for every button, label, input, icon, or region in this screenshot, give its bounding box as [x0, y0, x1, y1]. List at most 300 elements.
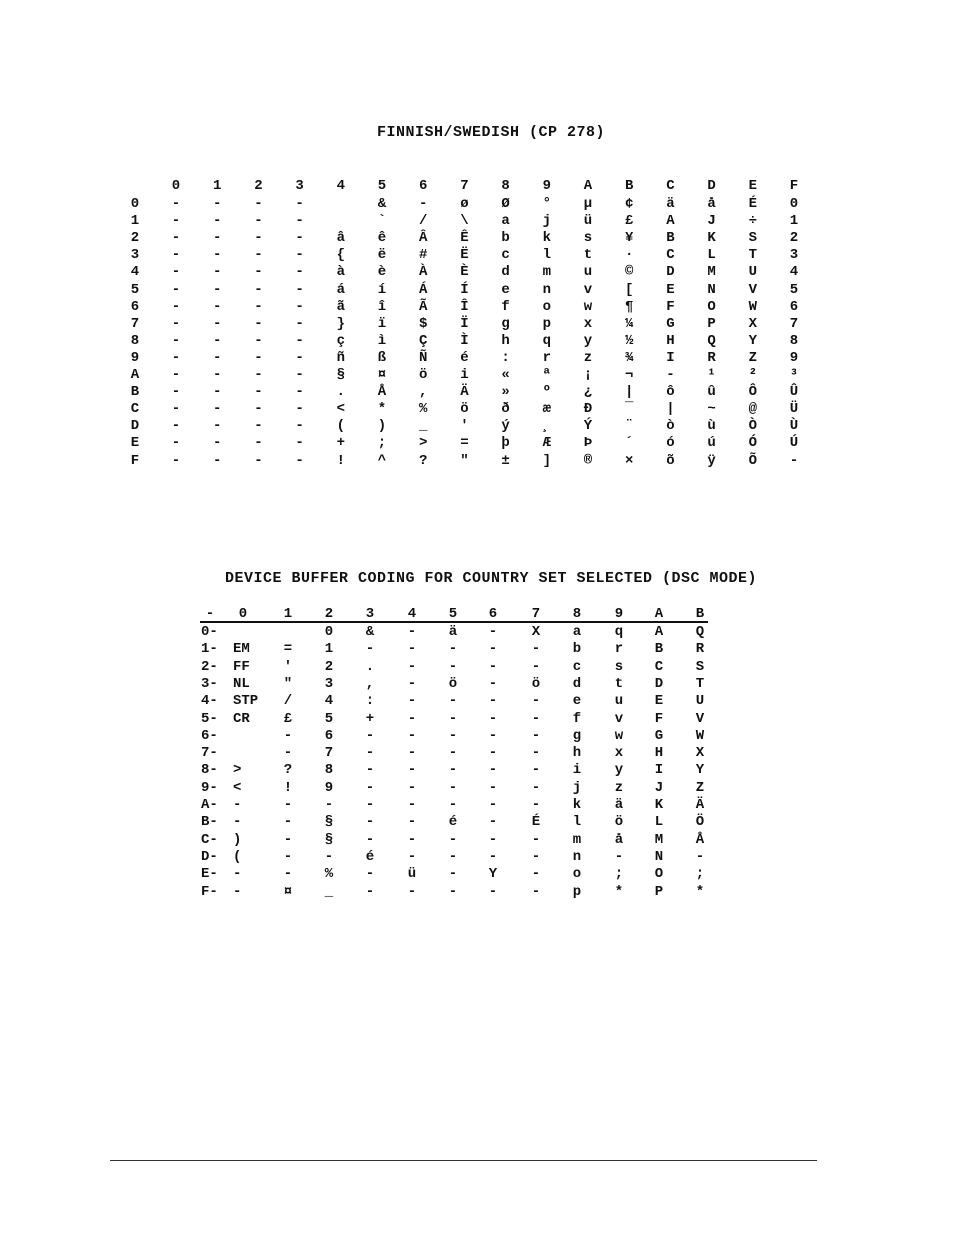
table-cell: - — [488, 848, 498, 865]
table-cell: - — [448, 710, 458, 727]
table-cell: c — [572, 658, 582, 675]
table-cell: Ï — [460, 315, 469, 332]
table-cell: - — [295, 349, 304, 366]
table-cell: º — [542, 384, 551, 401]
table-cell: ç — [336, 332, 345, 349]
table-cell: - — [283, 848, 293, 865]
table-cell: - — [448, 762, 458, 779]
table-cell: ò — [666, 418, 675, 435]
table-cell: = — [283, 641, 293, 658]
table-cell: - — [295, 384, 304, 401]
table-cell: - — [212, 213, 222, 230]
table-cell: J — [707, 213, 716, 230]
table-cell: - — [283, 745, 293, 762]
table-cell: - — [407, 797, 417, 813]
table-cell: - — [324, 797, 334, 813]
table-cell: - — [254, 230, 263, 247]
table-cell: 8 — [789, 332, 799, 349]
table-cell: ^ — [377, 452, 387, 469]
table-cell: - — [407, 762, 417, 779]
table-cell: - — [171, 281, 181, 298]
column-header: 4 — [336, 178, 345, 194]
table-cell: - — [212, 281, 222, 298]
table-cell: þ — [501, 435, 510, 452]
table-cell: - — [254, 418, 263, 435]
table-cell: b — [572, 641, 582, 658]
column-header: 8 — [572, 606, 582, 622]
column-header: E — [748, 178, 757, 194]
table-cell: 6 — [789, 298, 799, 315]
column-header: 4 — [407, 606, 417, 622]
table-cell: 2 — [789, 230, 799, 247]
table-cell: X — [531, 624, 541, 640]
row-header: 7 — [130, 315, 140, 332]
table-cell: z — [583, 349, 593, 366]
table-cell: - — [407, 710, 417, 727]
table-cell: - — [531, 641, 541, 658]
table-cell: - — [254, 332, 263, 349]
table-cell: - — [488, 831, 498, 848]
table-cell: - — [448, 831, 458, 848]
table-cell: f — [501, 298, 510, 315]
table-cell: - — [254, 452, 263, 469]
table-cell: % — [418, 401, 428, 418]
table-cell: / — [283, 693, 293, 710]
table-cell: < — [233, 779, 242, 796]
table-cell: - — [212, 196, 222, 212]
table-cell: C — [666, 247, 675, 264]
table-cell: ; — [377, 435, 387, 452]
table-cell: FF — [233, 658, 250, 675]
table-cell: - — [171, 230, 181, 247]
table-cell: - — [254, 298, 263, 315]
row-header: 3 — [130, 247, 140, 264]
table-cell: , — [418, 384, 428, 401]
table-cell: 5 — [789, 281, 799, 298]
table-cell: ( — [233, 848, 242, 865]
table-cell: Z — [695, 779, 705, 796]
table-cell: Ç — [418, 332, 428, 349]
table-cell: - — [283, 831, 293, 848]
table-cell: 9 — [789, 349, 799, 366]
table-cell: - — [295, 196, 304, 212]
table-cell: ñ — [336, 349, 345, 366]
table-cell: - — [254, 247, 263, 264]
table-cell: - — [295, 230, 304, 247]
table-cell: 7 — [324, 745, 334, 762]
row-header: 8- — [201, 762, 218, 779]
table-cell: N — [654, 848, 664, 865]
table-cell: t — [583, 247, 593, 264]
table-cell: - — [233, 866, 242, 883]
table-cell: r — [542, 349, 551, 366]
row-header: 0- — [201, 624, 218, 640]
table-cell: B — [666, 230, 675, 247]
row-header: D- — [201, 848, 218, 865]
table-cell: j — [572, 779, 582, 796]
table-cell: ä — [614, 797, 624, 813]
table-cell: - — [407, 624, 417, 640]
table-cell: + — [336, 435, 345, 452]
table-cell: - — [171, 264, 181, 281]
table-cell: ( — [336, 418, 345, 435]
table-cell: M — [654, 831, 664, 848]
table-cell: - — [531, 883, 541, 900]
table-cell: ê — [377, 230, 387, 247]
row-header: E- — [201, 866, 218, 883]
table-cell: Ú — [789, 435, 799, 452]
table-cell: ~ — [707, 401, 716, 418]
table-cell: D — [654, 675, 664, 692]
table-cell: É — [748, 196, 757, 212]
table-cell: ¾ — [624, 349, 634, 366]
column-header: B — [695, 606, 705, 622]
table-cell: - — [365, 797, 375, 813]
table-cell: - — [407, 814, 417, 831]
table-cell: ð — [501, 401, 510, 418]
column-header: 7 — [531, 606, 541, 622]
table-cell: _ — [324, 883, 334, 900]
table-cell: î — [377, 298, 387, 315]
table-cell: Q — [707, 332, 716, 349]
table-cell: ; — [614, 866, 624, 883]
table-cell: - — [448, 797, 458, 813]
row-header: 2 — [130, 230, 140, 247]
table-cell: " — [283, 675, 293, 692]
table-cell: ö — [448, 675, 458, 692]
table-cell: g — [572, 727, 582, 744]
table-cell: - — [418, 196, 428, 212]
table-cell: - — [531, 745, 541, 762]
table-cell: o — [572, 866, 582, 883]
table-cell: ² — [748, 367, 757, 383]
table-cell: ! — [283, 779, 293, 796]
table-cell: N — [707, 281, 716, 298]
table-cell: K — [707, 230, 716, 247]
table-cell: A — [654, 624, 664, 640]
column-header: 2 — [254, 178, 263, 194]
table-cell: U — [748, 264, 757, 281]
table-cell: U — [695, 693, 705, 710]
table-cell: NL — [233, 675, 250, 692]
table-cell: Õ — [748, 452, 757, 469]
table-cell: - — [407, 693, 417, 710]
table-cell: P — [707, 315, 716, 332]
table-cell: m — [572, 831, 582, 848]
table-cell: k — [542, 230, 551, 247]
table-cell: $ — [418, 315, 428, 332]
table-cell: - — [448, 745, 458, 762]
table-cell: - — [488, 745, 498, 762]
table-cell: t — [614, 675, 624, 692]
table-cell: & — [377, 196, 387, 212]
column-header: F — [789, 178, 799, 194]
table-cell: ¿ — [583, 384, 593, 401]
row-header: 4 — [130, 264, 140, 281]
table-cell: 4 — [324, 693, 334, 710]
table-cell: - — [212, 315, 222, 332]
table-cell: Ä — [460, 384, 469, 401]
table-cell: x — [614, 745, 624, 762]
table-cell: ) — [377, 418, 387, 435]
table-cell: o — [542, 298, 551, 315]
table-cell: - — [488, 710, 498, 727]
table-cell: - — [283, 797, 293, 813]
table-cell: Y — [695, 762, 705, 779]
column-header: 9 — [614, 606, 624, 622]
table-cell: } — [336, 315, 345, 332]
table-cell: 4 — [789, 264, 799, 281]
table-cell: - — [233, 797, 242, 813]
table-cell: \ — [460, 213, 469, 230]
table-cell: M — [707, 264, 716, 281]
table-cell: T — [695, 675, 705, 692]
table2-title: DEVICE BUFFER CODING FOR COUNTRY SET SELECTED (DSC MODE) — [224, 570, 758, 587]
row-header: 8 — [130, 332, 140, 349]
column-header: 5 — [448, 606, 458, 622]
table-cell: É — [531, 814, 541, 831]
table-cell: - — [212, 264, 222, 281]
table-cell: G — [654, 727, 664, 744]
table-cell: Ù — [789, 418, 799, 435]
table-cell: Ë — [460, 247, 469, 264]
table-cell: * — [377, 401, 387, 418]
table-cell: V — [748, 281, 757, 298]
table-cell: d — [572, 675, 582, 692]
table-cell: à — [336, 264, 345, 281]
table-cell: A — [666, 213, 675, 230]
table-cell: £ — [283, 710, 293, 727]
table-cell: . — [336, 384, 345, 401]
table-cell: 8 — [324, 762, 334, 779]
table-cell: - — [171, 367, 181, 383]
table-cell: s — [614, 658, 624, 675]
table-cell: u — [614, 693, 624, 710]
table-cell: ø — [460, 196, 469, 212]
table-cell: 2 — [324, 658, 334, 675]
table-cell: å — [707, 196, 716, 212]
table-cell: - — [295, 418, 304, 435]
table-cell: - — [531, 848, 541, 865]
table-cell: Ò — [748, 418, 757, 435]
row-header: A — [130, 367, 140, 383]
table-cell: ¤ — [283, 883, 293, 900]
table-cell: : — [365, 693, 375, 710]
column-header: C — [666, 178, 675, 194]
table-cell: ë — [377, 247, 387, 264]
table-cell: æ — [542, 401, 551, 418]
table-cell: ` — [377, 213, 387, 230]
row-header: 5 — [130, 281, 140, 298]
table-cell: ¶ — [624, 298, 634, 315]
table-cell: ® — [583, 452, 593, 469]
table-cell: § — [324, 831, 334, 848]
table-cell: ³ — [789, 367, 799, 383]
table-cell: - — [254, 349, 263, 366]
table-cell: À — [418, 264, 428, 281]
table-cell: » — [501, 384, 510, 401]
table-cell: - — [666, 367, 675, 383]
table-cell: ¥ — [624, 230, 634, 247]
table-cell: m — [542, 264, 551, 281]
table-cell: - — [531, 727, 541, 744]
table-cell: - — [407, 658, 417, 675]
table-cell: - — [171, 315, 181, 332]
table-cell: · — [624, 247, 634, 264]
table-cell: á — [336, 281, 345, 298]
table-cell: - — [283, 727, 293, 744]
table-cell: [ — [624, 281, 634, 298]
table-cell: - — [212, 349, 222, 366]
table-cell: ü — [583, 213, 593, 230]
table-cell: - — [171, 401, 181, 418]
table-cell: - — [212, 418, 222, 435]
table-cell: Î — [460, 298, 469, 315]
table-cell: ý — [501, 418, 510, 435]
table-cell: - — [488, 883, 498, 900]
table-cell: _ — [418, 418, 428, 435]
table-cell: 1 — [324, 641, 334, 658]
table-cell: - — [488, 762, 498, 779]
table-cell: £ — [624, 213, 634, 230]
table-cell: - — [295, 264, 304, 281]
table-cell: ß — [377, 349, 387, 366]
table-cell: - — [171, 349, 181, 366]
table-cell: K — [654, 797, 664, 813]
table-cell: G — [666, 315, 675, 332]
table-cell: - — [212, 401, 222, 418]
table-cell: - — [531, 710, 541, 727]
table-cell: R — [707, 349, 716, 366]
column-header: D — [707, 178, 716, 194]
table-cell: e — [572, 693, 582, 710]
column-header: 1 — [212, 178, 222, 194]
row-header: 6 — [130, 298, 140, 315]
table-cell: - — [488, 658, 498, 675]
table-cell: Ó — [748, 435, 757, 452]
table-cell: > — [418, 435, 428, 452]
table-cell: h — [501, 332, 510, 349]
table-cell: w — [583, 298, 593, 315]
row-header: 1 — [130, 213, 140, 230]
table-cell: p — [542, 315, 551, 332]
table-cell: I — [654, 762, 664, 779]
table-cell: - — [212, 332, 222, 349]
table-cell: P — [654, 883, 664, 900]
table-cell: - — [407, 727, 417, 744]
table-cell: - — [365, 727, 375, 744]
table-cell: - — [488, 693, 498, 710]
table-cell: S — [695, 658, 705, 675]
table-cell: é — [448, 814, 458, 831]
table-cell: - — [254, 281, 263, 298]
table-cell: - — [212, 247, 222, 264]
row-header: 0 — [130, 196, 140, 212]
table-cell: ° — [542, 196, 551, 212]
table-cell: z — [614, 779, 624, 796]
table-cell: ª — [542, 367, 551, 383]
row-header: 6- — [201, 727, 218, 744]
table-cell: Ô — [748, 384, 757, 401]
table-cell: Í — [460, 281, 469, 298]
table-cell: 5 — [324, 710, 334, 727]
table-cell: - — [488, 797, 498, 813]
table-cell: - — [295, 247, 304, 264]
table-cell: ö — [531, 675, 541, 692]
table-cell: Q — [695, 624, 705, 640]
table-cell: T — [748, 247, 757, 264]
table-cell: c — [501, 247, 510, 264]
table-cell: d — [501, 264, 510, 281]
table-cell: ? — [418, 452, 428, 469]
table-cell: Ñ — [418, 349, 428, 366]
table-cell: - — [295, 332, 304, 349]
table-cell: - — [407, 831, 417, 848]
table-cell: E — [654, 693, 664, 710]
table-cell: è — [377, 264, 387, 281]
table-cell: u — [583, 264, 593, 281]
table-cell: - — [448, 883, 458, 900]
table-cell: - — [488, 814, 498, 831]
table-cell: g — [501, 315, 510, 332]
table-cell: Ì — [460, 332, 469, 349]
table-cell: - — [407, 779, 417, 796]
table-cell: q — [542, 332, 551, 349]
table-cell: - — [254, 196, 263, 212]
column-header: B — [624, 178, 634, 194]
table-cell: å — [614, 831, 624, 848]
table-cell: W — [748, 298, 757, 315]
column-header: 7 — [460, 178, 469, 194]
column-header: 6 — [418, 178, 428, 194]
table-cell: - — [407, 848, 417, 865]
table-cell: @ — [748, 401, 757, 418]
table-cell: - — [171, 298, 181, 315]
table-cell: L — [654, 814, 664, 831]
table-cell: 7 — [789, 315, 799, 332]
table-cell: Å — [695, 831, 705, 848]
table-cell: - — [488, 675, 498, 692]
table-cell: - — [531, 693, 541, 710]
table-cell: - — [295, 298, 304, 315]
table-cell: ï — [377, 315, 387, 332]
table-cell: " — [460, 452, 469, 469]
table-cell: ± — [501, 452, 510, 469]
table-cell: - — [212, 298, 222, 315]
table-cell: - — [488, 727, 498, 744]
table-cell: Å — [377, 384, 387, 401]
table-cell: û — [707, 384, 716, 401]
table-cell: n — [572, 848, 582, 865]
row-header: 9- — [201, 779, 218, 796]
table-cell: - — [531, 779, 541, 796]
table-cell: - — [233, 814, 242, 831]
table-cell: × — [624, 452, 634, 469]
table-cell: - — [531, 658, 541, 675]
table-cell: y — [614, 762, 624, 779]
row-header: 7- — [201, 745, 218, 762]
table-cell: - — [365, 779, 375, 796]
table-cell: - — [448, 779, 458, 796]
table-cell: - — [295, 435, 304, 452]
table-cell: - — [171, 435, 181, 452]
table-cell: - — [365, 866, 375, 883]
table-cell: - — [295, 452, 304, 469]
table-cell: - — [171, 213, 181, 230]
table-cell: ? — [283, 762, 293, 779]
table-cell: * — [695, 883, 705, 900]
row-header: 5- — [201, 710, 218, 727]
